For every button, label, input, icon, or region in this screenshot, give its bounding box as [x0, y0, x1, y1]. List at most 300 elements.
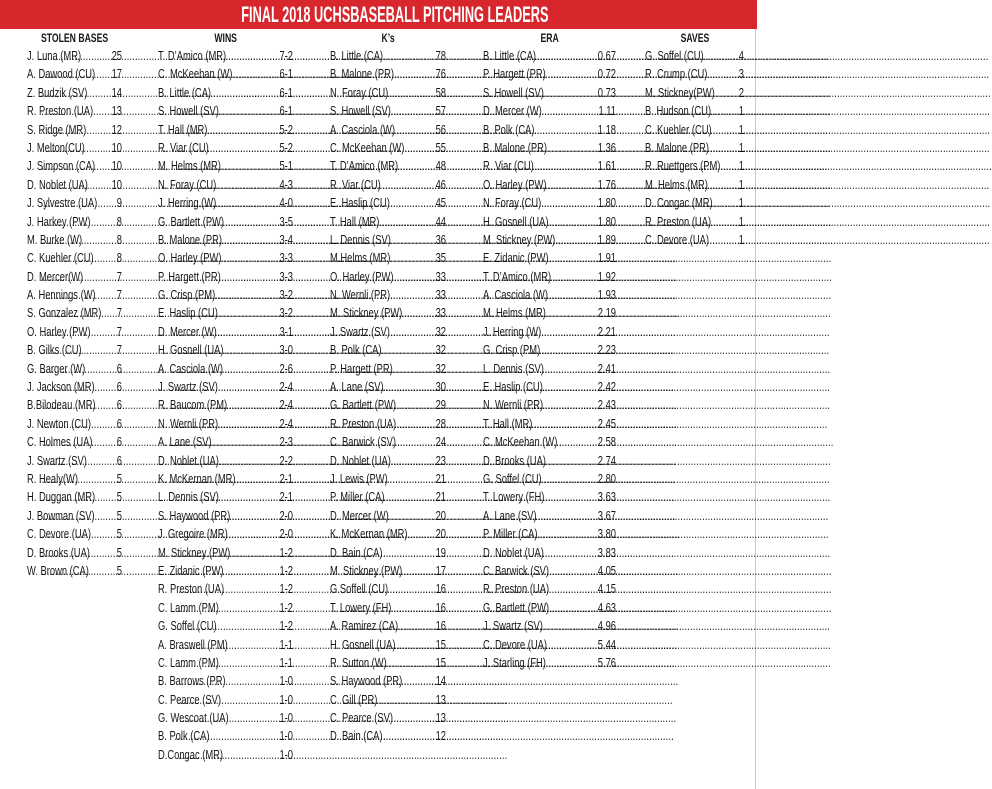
player-name: Z. Budzik (SV): [27, 84, 88, 100]
player-name: D. Noblet (UA): [27, 176, 88, 192]
stat-value: 5.76: [597, 654, 616, 670]
player-name: L. Dennis (SV): [483, 360, 544, 376]
saves-list: [645, 47, 744, 249]
stat-value: 16: [435, 618, 446, 634]
stat-value: 19: [435, 544, 446, 560]
player-name: M. Stickney (PW): [158, 544, 231, 560]
player-name: B. Polk (CA): [483, 121, 535, 137]
stat-value: 21: [435, 489, 446, 505]
leader-row: [330, 727, 446, 745]
leader-dots: [498, 157, 597, 175]
leader-dots: [500, 470, 597, 488]
stat-value: 2.45: [597, 415, 616, 431]
player-name: S. Gonzalez (MR): [27, 305, 102, 321]
player-name: H. Gosnell (UA): [330, 636, 396, 652]
stat-value: 9: [116, 195, 122, 211]
leader-row: [330, 341, 446, 359]
stat-value: 1.11: [598, 103, 616, 119]
leader-dots: [345, 544, 436, 562]
player-name: T. D’Amico (MR): [483, 268, 552, 284]
leader-dots: [179, 396, 279, 414]
leader-dots: [42, 249, 117, 267]
player-name: B.Bilodeau (MR): [27, 397, 96, 413]
leader-row: [158, 746, 293, 764]
stat-value: 24: [435, 434, 446, 450]
player-name: W. Brown (CA): [27, 562, 89, 578]
wins-list: [158, 47, 293, 764]
stat-value: 58: [435, 84, 446, 100]
player-name: R. Preston (UA): [483, 581, 550, 597]
player-name: O. Harley (PW): [483, 176, 547, 192]
stat-value: 33: [435, 287, 446, 303]
stat-value: 1.36: [597, 139, 616, 155]
stat-value: 7: [116, 305, 122, 321]
player-name: C. Kuehler (CU): [27, 250, 94, 266]
leader-dots: [348, 415, 436, 433]
leader-row: [158, 654, 293, 672]
leader-dots: [347, 360, 436, 378]
leader-row: [158, 396, 293, 414]
stat-value: 7: [116, 342, 122, 358]
stat-value: 2-4: [279, 379, 293, 395]
stat-value: 2-3: [279, 434, 293, 450]
leader-row: [330, 157, 446, 175]
stat-value: 6-1: [279, 66, 293, 82]
stat-value: 1: [738, 103, 744, 119]
stat-value: 28: [435, 415, 446, 431]
leader-dots: [501, 488, 598, 506]
leader-row: [158, 727, 293, 745]
player-name: A. Casciola (W): [158, 360, 224, 376]
stolen-bases-header: [27, 29, 122, 47]
leader-row: [330, 636, 446, 654]
stat-value: 4: [738, 48, 744, 63]
leader-row: [158, 102, 293, 120]
leader-row: [27, 286, 122, 304]
player-name: N. Wernli (PR): [158, 415, 219, 431]
leader-dots: [502, 562, 598, 580]
player-name: S. Howell (SV): [158, 103, 219, 119]
strikeouts-column: [330, 29, 446, 746]
player-name: J. Jackson (MR): [27, 379, 95, 395]
player-name: J. Sylvestre (UA): [27, 195, 98, 211]
stat-value: 2: [738, 84, 744, 100]
stat-value: 30: [435, 379, 446, 395]
stat-value: 76: [435, 66, 446, 82]
leader-dots: [177, 268, 279, 286]
leader-dots: [40, 341, 117, 359]
stat-value: 20: [435, 507, 446, 523]
player-name: M. Helms (MR): [158, 158, 221, 174]
stat-value: 33: [435, 305, 446, 321]
leader-row: [158, 415, 293, 433]
stat-value: 48: [435, 158, 446, 174]
leader-dots: [177, 102, 280, 120]
leader-row: [330, 176, 446, 194]
leader-row: [158, 304, 293, 322]
leader-row: [158, 507, 293, 525]
leader-dots: [348, 433, 436, 451]
leader-dots: [660, 139, 739, 157]
leader-dots: [501, 617, 598, 635]
player-name: R. Preston (UA): [158, 581, 225, 597]
leader-row: [645, 47, 744, 65]
player-name: D. Bain (CA): [330, 544, 383, 560]
leader-dots: [178, 249, 280, 267]
leader-dots: [40, 176, 111, 194]
leader-dots: [501, 360, 598, 378]
leader-dots: [661, 102, 739, 120]
era-column: [483, 29, 616, 672]
player-name: B. Little (CA): [330, 48, 384, 63]
leader-row: [158, 470, 293, 488]
stat-value: 1: [738, 121, 744, 137]
leader-row: [27, 562, 122, 580]
leader-row: [27, 341, 122, 359]
stat-value: 8: [116, 250, 122, 266]
leader-row: [330, 396, 446, 414]
leader-row: [330, 268, 446, 286]
leader-dots: [178, 341, 279, 359]
leader-dots: [502, 286, 598, 304]
player-name: G. Soffel (CU): [158, 618, 217, 634]
leader-row: [483, 544, 616, 562]
stat-value: 32: [435, 323, 446, 339]
leader-dots: [346, 470, 436, 488]
leader-dots: [40, 268, 117, 286]
leader-dots: [178, 360, 279, 378]
leader-row: [330, 488, 446, 506]
leader-dots: [177, 691, 279, 709]
stat-value: 12: [435, 728, 446, 744]
leader-dots: [502, 139, 598, 157]
stat-value: 8: [116, 213, 122, 229]
stat-value: 1: [738, 176, 744, 192]
player-name: A. Lane (SV): [483, 507, 537, 523]
player-name: D. Bain (CA): [330, 728, 383, 744]
leader-dots: [174, 139, 279, 157]
leader-dots: [176, 176, 279, 194]
player-name: J. Swartz (SV): [330, 323, 390, 339]
stat-value: 8: [116, 231, 122, 247]
leader-row: [158, 194, 293, 212]
stat-value: 6-1: [279, 84, 293, 100]
leader-row: [330, 249, 446, 267]
stat-value: 13: [435, 710, 446, 726]
leader-dots: [500, 194, 598, 212]
player-name: C. Lamm (PM): [158, 599, 219, 615]
player-name: M. Stickney (PW): [330, 305, 403, 321]
player-name: D. Brooks (UA): [27, 544, 90, 560]
leader-row: [27, 121, 122, 139]
stat-value: 12: [111, 121, 122, 137]
leader-row: [158, 544, 293, 562]
player-name: C. Barwick (SV): [483, 562, 550, 578]
saves-column: [645, 29, 744, 249]
leader-row: [483, 231, 616, 249]
player-name: R. Sutton (W): [330, 654, 387, 670]
player-name: R. Healy(W): [27, 470, 78, 486]
leader-row: [27, 102, 122, 120]
stolen-bases-list: [27, 47, 122, 580]
leader-dots: [344, 341, 435, 359]
leader-dots: [42, 415, 117, 433]
leader-row: [645, 157, 744, 175]
leader-row: [483, 341, 616, 359]
leader-dots: [174, 121, 280, 139]
leader-row: [483, 157, 616, 175]
player-name: C. Kuehler (CU): [645, 121, 712, 137]
stat-value: 3.67: [597, 507, 616, 523]
leader-row: [483, 654, 616, 672]
stat-value: 5: [116, 562, 122, 578]
leader-dots: [347, 709, 436, 727]
stat-value: 0.73: [597, 84, 616, 100]
leader-row: [483, 102, 616, 120]
player-name: A. Hennings (W): [27, 287, 96, 303]
leader-row: [483, 636, 616, 654]
stat-value: 13: [111, 103, 122, 119]
player-name: G. Bartlett (PW): [483, 599, 550, 615]
player-name: M. Stickney (PW): [483, 231, 556, 247]
leader-dots: [40, 231, 117, 249]
leader-dots: [345, 488, 436, 506]
stat-value: 1-1: [279, 636, 293, 652]
stat-value: 3-3: [279, 250, 293, 266]
leader-dots: [501, 304, 597, 322]
stat-value: 1.93: [597, 287, 616, 303]
player-name: K. McKernan (MR): [330, 526, 408, 542]
player-name: J. Bowman (SV): [27, 507, 95, 523]
player-name: D. Mercer (W): [330, 507, 389, 523]
stat-value: 2-1: [279, 489, 293, 505]
leader-row: [27, 231, 122, 249]
leader-row: [330, 102, 446, 120]
leader-dots: [39, 470, 117, 488]
leader-dots: [176, 323, 279, 341]
stat-value: 1: [738, 231, 744, 247]
leader-dots: [343, 691, 435, 709]
player-name: M. Stickney(PW): [645, 84, 715, 100]
leader-row: [158, 433, 293, 451]
player-name: G. Bartlett (PW): [330, 397, 397, 413]
leader-row: [483, 452, 616, 470]
stat-value: 3-5: [279, 213, 293, 229]
leader-dots: [177, 452, 280, 470]
player-name: T. Hall (MR): [330, 213, 380, 229]
stat-value: 6: [116, 452, 122, 468]
player-name: M.Helms (MR): [330, 250, 391, 266]
player-name: O. Harley (PW): [27, 323, 91, 339]
leader-row: [330, 323, 446, 341]
leader-dots: [42, 433, 117, 451]
stat-value: 2.43: [597, 397, 616, 413]
player-name: S. Howell (SV): [330, 103, 391, 119]
leader-row: [27, 415, 122, 433]
stat-value: 32: [435, 360, 446, 376]
stat-value: 5-1: [279, 158, 293, 174]
leader-row: [483, 599, 616, 617]
strikeouts-list: [330, 47, 446, 746]
stat-value: 3-2: [279, 287, 293, 303]
leader-row: [483, 396, 616, 414]
stat-value: 2.80: [597, 470, 616, 486]
leader-dots: [42, 396, 116, 414]
player-name: G. Soffel (CU): [483, 470, 542, 486]
leader-dots: [42, 507, 116, 525]
leader-row: [330, 139, 446, 157]
player-name: T. D’Amico (MR): [330, 158, 399, 174]
stat-value: 5: [116, 544, 122, 560]
stat-value: 1-0: [279, 746, 293, 762]
leader-row: [330, 415, 446, 433]
player-name: C. Pearce (SV): [158, 691, 221, 707]
leader-dots: [346, 654, 436, 672]
leader-dots: [180, 544, 280, 562]
player-name: D. Mercer (W): [483, 103, 542, 119]
leader-row: [330, 672, 446, 690]
player-name: B. Polk (CA): [330, 342, 382, 358]
leader-dots: [346, 84, 436, 102]
leader-row: [483, 84, 616, 102]
stat-value: 33: [435, 268, 446, 284]
player-name: R. Preston (UA): [27, 103, 94, 119]
stat-value: 3-3: [279, 268, 293, 284]
player-name: N. Foray (CU): [483, 195, 542, 211]
stat-value: 0.72: [597, 66, 616, 82]
leader-row: [330, 286, 446, 304]
stat-value: 2-0: [279, 526, 293, 542]
wins-header: [158, 29, 293, 47]
leader-row: [330, 47, 446, 65]
leader-dots: [346, 194, 435, 212]
player-name: D. Noblet (UA): [330, 452, 391, 468]
player-name: T. Hall (MR): [158, 121, 208, 137]
player-name: D. Mercer (W): [158, 323, 217, 339]
leader-row: [27, 470, 122, 488]
era-list: [483, 47, 616, 672]
leader-dots: [177, 654, 280, 672]
player-name: C. Holmes (UA): [27, 434, 93, 450]
leader-dots: [179, 47, 280, 65]
player-name: J. Swartz (SV): [27, 452, 87, 468]
leader-dots: [661, 194, 739, 212]
leader-row: [483, 580, 616, 598]
leader-dots: [347, 65, 435, 83]
player-name: D. Brooks (UA): [483, 452, 546, 468]
player-name: J. Herring (W): [158, 195, 217, 211]
leader-dots: [39, 47, 112, 65]
stat-value: 78: [435, 48, 446, 63]
leader-dots: [500, 102, 598, 120]
stat-value: 3-1: [279, 323, 293, 339]
stat-value: 4-0: [279, 195, 293, 211]
player-name: J. Starling (FH): [483, 654, 546, 670]
player-name: R. Viar (CU): [483, 158, 534, 174]
stat-value: 1.76: [597, 176, 616, 192]
leader-dots: [500, 341, 598, 359]
leader-dots: [346, 249, 435, 267]
leader-row: [27, 84, 122, 102]
stat-value: 46: [435, 176, 446, 192]
stat-value: 16: [435, 581, 446, 597]
leader-dots: [349, 139, 435, 157]
leader-dots: [40, 121, 112, 139]
leader-row: [158, 636, 293, 654]
player-name: S. Howell (SV): [483, 84, 544, 100]
leader-row: [27, 433, 122, 451]
column-header-label: STOLEN BASES: [40, 31, 109, 45]
leader-dots: [345, 47, 436, 65]
stat-value: 57: [435, 103, 446, 119]
stat-value: 4.96: [597, 618, 616, 634]
stat-value: 3.83: [597, 544, 616, 560]
player-name: A. Casciola (W): [483, 287, 549, 303]
leader-dots: [42, 157, 112, 175]
title-container: [33, 0, 757, 29]
stat-value: 6: [116, 379, 122, 395]
leader-row: [330, 452, 446, 470]
leader-row: [27, 304, 122, 322]
player-name: A. Dawood (CU): [27, 66, 96, 82]
leader-row: [330, 507, 446, 525]
player-name: K. McKernan (MR): [158, 470, 236, 486]
player-name: N. Foray (CU): [158, 176, 217, 192]
player-name: N. Wernli (PR): [330, 287, 391, 303]
stat-value: 1-0: [279, 728, 293, 744]
leader-row: [158, 488, 293, 506]
player-name: G.Soffell (CU): [330, 581, 389, 597]
leader-dots: [501, 544, 598, 562]
leader-row: [483, 433, 616, 451]
leader-dots: [179, 709, 279, 727]
player-name: H. Duggan (MR): [27, 489, 96, 505]
leader-row: [483, 507, 616, 525]
leader-dots: [42, 525, 117, 543]
stat-value: 17: [111, 66, 122, 82]
player-name: A. Ramirez (CA): [330, 618, 399, 634]
leader-row: [158, 617, 293, 635]
leader-dots: [345, 378, 436, 396]
stat-value: 15: [435, 636, 446, 652]
stat-value: 1: [738, 158, 744, 174]
leader-dots: [174, 727, 279, 745]
stat-value: 2-2: [279, 452, 293, 468]
stat-value: 1.18: [597, 121, 616, 137]
leader-row: [483, 268, 616, 286]
leader-row: [483, 378, 616, 396]
era-header: [483, 29, 616, 47]
leader-row: [483, 323, 616, 341]
leader-row: [27, 507, 122, 525]
stat-value: 7-2: [279, 48, 293, 63]
player-name: R. Ruettgers (PM): [645, 158, 721, 174]
leader-dots: [349, 672, 436, 690]
leader-row: [645, 176, 744, 194]
leader-row: [330, 654, 446, 672]
leader-row: [27, 157, 122, 175]
player-name: P. Hargett (PR): [330, 360, 393, 376]
stat-value: 6: [116, 360, 122, 376]
leader-dots: [176, 286, 279, 304]
player-name: D. Noblet (UA): [483, 544, 544, 560]
stat-value: 0.67: [597, 48, 616, 63]
leader-row: [27, 396, 122, 414]
stat-value: 1-2: [279, 544, 293, 560]
player-name: J. Swartz (SV): [158, 379, 218, 395]
stat-value: 1.92: [597, 268, 616, 284]
stat-value: 21: [435, 470, 446, 486]
